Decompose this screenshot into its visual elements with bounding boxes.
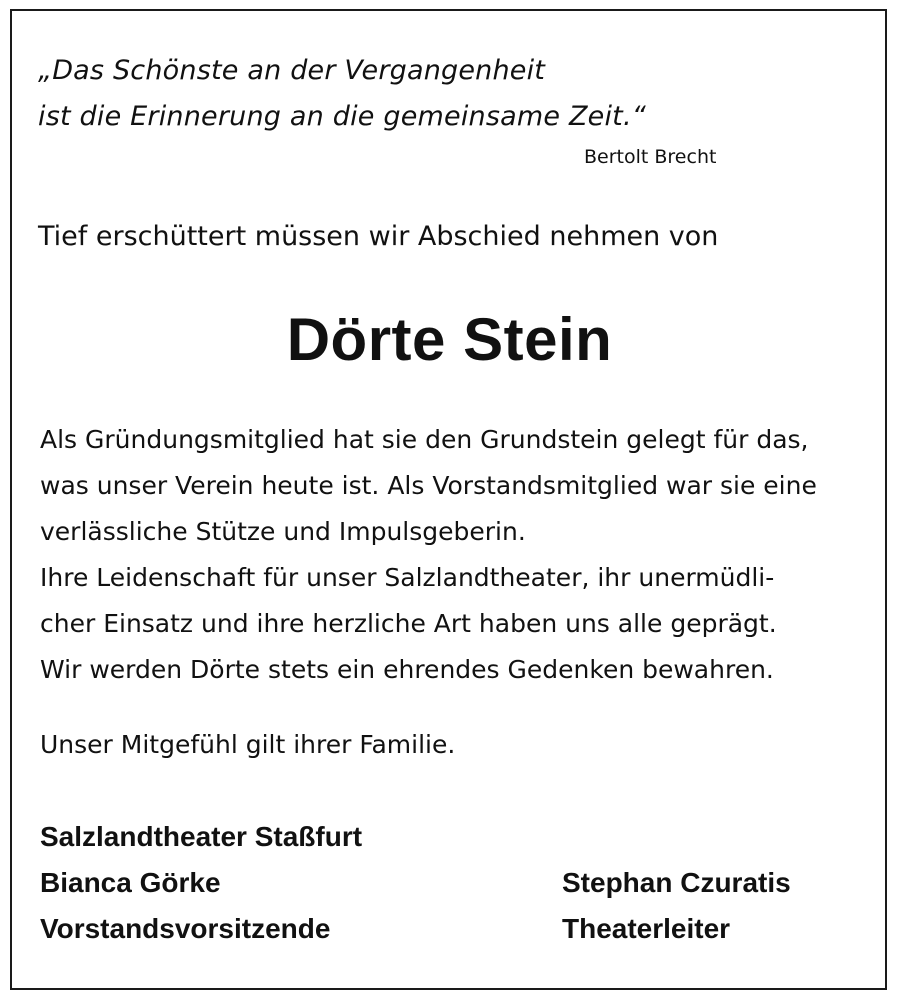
sympathy-text: Unser Mitgefühl gilt ihrer Familie. [40, 730, 456, 759]
body-line: Als Gründungsmitglied hat sie den Grundstein gelegt für das, [40, 425, 809, 454]
organization-name: Salzlandtheater Staßfurt [40, 821, 363, 852]
signer-name-right: Stephan Czuratis [562, 867, 791, 898]
signer-name-left: Bianca Görke [40, 867, 221, 898]
quote-author: Bertolt Brecht [584, 146, 717, 168]
deceased-name: Dörte Stein [286, 306, 613, 373]
body-text [40, 417, 840, 693]
signature-right [562, 860, 791, 952]
quote [38, 48, 646, 140]
signer-role-right: Theaterleiter [562, 913, 731, 944]
body-line: cher Einsatz und ihre herzliche Art haben uns alle geprägt. [40, 609, 777, 638]
body-line: Ihre Leidenschaft für unser Salzlandtheater, ihr unermüdli- [40, 563, 775, 592]
body-line: Wir werden Dörte stets ein ehrendes Gedenken bewahren. [40, 655, 774, 684]
signature-left [40, 814, 362, 952]
intro-text: Tief erschüttert müssen wir Abschied nehmen von [38, 221, 719, 252]
signer-role-left: Vorstandsvorsitzende [40, 913, 331, 944]
body-line: verlässliche Stütze und Impulsgeberin. [40, 517, 526, 546]
quote-line: „Das Schönste an der Vergangenheit [38, 55, 546, 86]
body-line: was unser Verein heute ist. Als Vorstandsmitglied war sie eine [40, 471, 817, 500]
quote-line: ist die Erinnerung an die gemeinsame Zeit.“ [38, 101, 646, 132]
